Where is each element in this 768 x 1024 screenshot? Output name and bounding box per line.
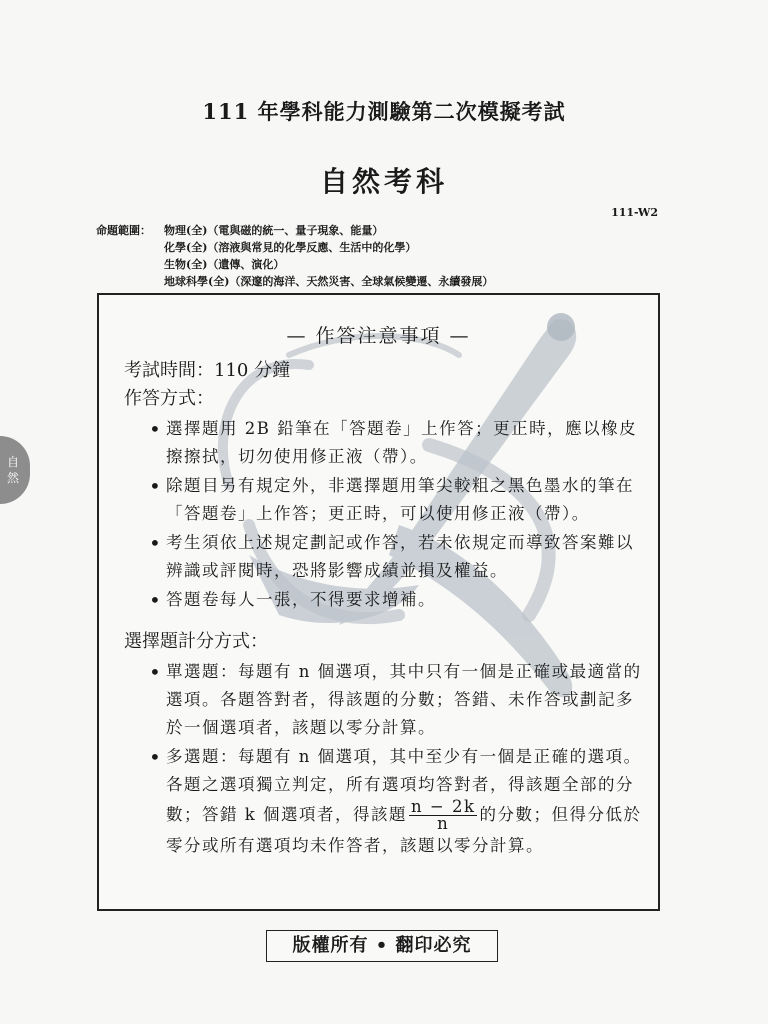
notice-content (124, 357, 644, 866)
list-item: • 選擇題用 2B 鉛筆在「答題卷」上作答；更正時，應以橡皮擦擦拭，切勿使用修正液（帶）。 (124, 415, 644, 471)
scope-chemistry: 化學(全)（溶液與常見的化學反應、生活中的化學） (164, 241, 417, 254)
score-fraction (409, 799, 477, 832)
notice-title: — 作答注意事項 — (286, 325, 471, 347)
exam-code: 111-W2 (611, 206, 658, 219)
exam-title: 111 年學科能力測驗第二次模擬考試 (202, 99, 566, 124)
scoring-single-choice: • 單選題：每題有 n 個選項，其中只有一個是正確或最適當的選項。各題答對者，得該題的分數；答錯、未作答或劃記多於一個選項者，該題以零分計算。 (124, 658, 644, 742)
subject-side-tab (0, 436, 30, 504)
scope-physics: 物理(全)（電與磁的統一、量子現象、能量） (164, 224, 384, 237)
scope-biology: 生物(全)（遺傳、演化） (164, 258, 285, 271)
scoring-list (124, 658, 644, 860)
exam-scope (96, 222, 493, 290)
exam-time: 考試時間：110 分鐘 (124, 360, 291, 381)
scoring-multiple-choice (124, 743, 644, 860)
list-item: • 除題目另有規定外，非選擇題用筆尖較粗之黑色墨水的筆在「答題卷」上作答；更正時，可以使用修正液（帶）。 (124, 472, 644, 528)
subject-title: 自然考科 (319, 165, 448, 198)
answer-method-list (124, 415, 644, 614)
copyright-notice: 版權所有 • 翻印必究 (266, 930, 498, 962)
scope-earth-science: 地球科學(全)（深邃的海洋、天然災害、全球氣候變遷、永續發展） (164, 275, 494, 288)
side-tab-label: 自然 (6, 455, 19, 485)
list-item: • 答題卷每人一張，不得要求增補。 (124, 586, 644, 614)
fraction-denominator: n (437, 814, 450, 833)
answer-method-heading: 作答方式： (124, 388, 214, 409)
notice-box (97, 293, 660, 911)
scope-label: 命題範圍： (96, 224, 151, 237)
fraction-numerator: n − 2k (411, 797, 476, 816)
scoring-heading: 選擇題計分方式： (124, 631, 268, 652)
scoring-multi-part2: 的分數；但得分低於零分或所有選項均未作答者，該題以零分計算。 (166, 805, 642, 855)
list-item: • 考生須依上述規定劃記或作答，若未依規定而導致答案難以辨識或評閱時，恐將影響成績並損及權益。 (124, 529, 644, 585)
scoring-multi-part1: 多選題：每題有 n 個選項，其中至少有一個是正確的選項。各題之選項獨立判定，所有選項均答對者，得該題全部的分數；答錯 k 個選項者，得該題 (166, 747, 642, 824)
